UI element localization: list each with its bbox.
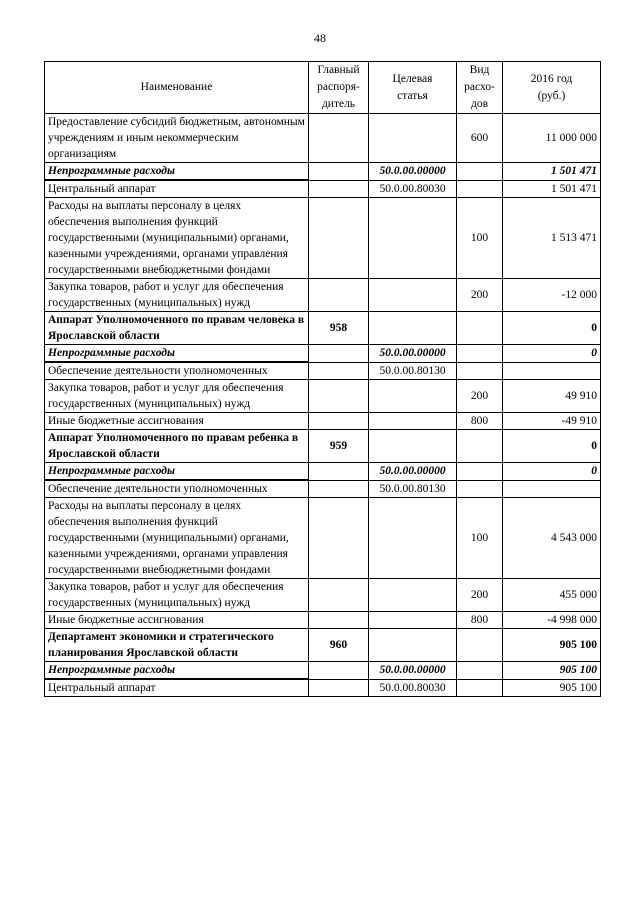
table-row	[45, 413, 601, 430]
table-row	[45, 463, 601, 481]
cell-name: Обеспечение деятельности уполномоченных	[45, 480, 309, 498]
cell-target	[369, 430, 457, 463]
cell-admin	[309, 579, 369, 612]
table-row	[45, 498, 601, 579]
cell-type	[457, 662, 503, 680]
cell-name: Обеспечение деятельности уполномоченных	[45, 362, 309, 380]
cell-type: 200	[457, 380, 503, 413]
cell-target: 50.0.00.80130	[369, 362, 457, 380]
cell-name: Непрограммные расходы	[45, 345, 309, 363]
header-admin: Главный распоря- дитель	[309, 62, 369, 114]
cell-admin	[309, 279, 369, 312]
cell-name: Иные бюджетные ассигнования	[45, 413, 309, 430]
cell-type: 100	[457, 198, 503, 279]
cell-admin	[309, 498, 369, 579]
cell-type	[457, 430, 503, 463]
table-body	[45, 114, 601, 697]
table-row	[45, 662, 601, 680]
cell-name: Непрограммные расходы	[45, 463, 309, 481]
cell-amount: 49 910	[503, 380, 601, 413]
cell-amount: 0	[503, 430, 601, 463]
cell-admin: 958	[309, 312, 369, 345]
cell-target	[369, 498, 457, 579]
table-row	[45, 279, 601, 312]
table-row	[45, 629, 601, 662]
cell-admin: 959	[309, 430, 369, 463]
cell-target	[369, 380, 457, 413]
table-row	[45, 430, 601, 463]
cell-type	[457, 463, 503, 481]
cell-admin	[309, 380, 369, 413]
cell-name: Аппарат Уполномоченного по правам человека в Ярославской области	[45, 312, 309, 345]
table-row	[45, 163, 601, 181]
cell-amount: 11 000 000	[503, 114, 601, 163]
table-header	[45, 62, 601, 114]
cell-name: Расходы на выплаты персоналу в целях обеспечения выполнения функций государственными (муниципальными) органами, казенными учреждениями, органами управления государственными внебюджетными фондами	[45, 198, 309, 279]
cell-target: 50.0.00.00000	[369, 163, 457, 181]
cell-amount: 905 100	[503, 662, 601, 680]
cell-admin	[309, 198, 369, 279]
cell-target	[369, 612, 457, 629]
cell-type	[457, 180, 503, 198]
cell-type	[457, 362, 503, 380]
cell-admin	[309, 362, 369, 380]
cell-name: Департамент экономики и стратегического планирования Ярославской области	[45, 629, 309, 662]
cell-type	[457, 629, 503, 662]
cell-admin	[309, 345, 369, 363]
table-row	[45, 612, 601, 629]
cell-amount: 4 543 000	[503, 498, 601, 579]
table-row	[45, 480, 601, 498]
cell-amount	[503, 480, 601, 498]
cell-amount: 905 100	[503, 679, 601, 697]
cell-amount: 0	[503, 463, 601, 481]
cell-target: 50.0.00.00000	[369, 662, 457, 680]
cell-name: Непрограммные расходы	[45, 662, 309, 680]
cell-admin	[309, 413, 369, 430]
cell-amount: 455 000	[503, 579, 601, 612]
cell-target	[369, 579, 457, 612]
cell-name: Закупка товаров, работ и услуг для обеспечения государственных (муниципальных) нужд	[45, 279, 309, 312]
header-amount: 2016 год (руб.)	[503, 62, 601, 114]
cell-target: 50.0.00.80030	[369, 679, 457, 697]
cell-target: 50.0.00.80030	[369, 180, 457, 198]
cell-name: Закупка товаров, работ и услуг для обеспечения государственных (муниципальных) нужд	[45, 579, 309, 612]
cell-target	[369, 413, 457, 430]
cell-amount: 905 100	[503, 629, 601, 662]
header-target: Целевая статья	[369, 62, 457, 114]
header-name: Наименование	[45, 62, 309, 114]
table-row	[45, 114, 601, 163]
cell-type: 200	[457, 579, 503, 612]
cell-type	[457, 345, 503, 363]
page-number: 48	[314, 31, 326, 45]
cell-admin	[309, 463, 369, 481]
cell-target	[369, 629, 457, 662]
cell-type	[457, 163, 503, 181]
cell-amount: -4 998 000	[503, 612, 601, 629]
table-row	[45, 380, 601, 413]
cell-amount: 0	[503, 345, 601, 363]
cell-admin	[309, 662, 369, 680]
cell-amount: 1 513 471	[503, 198, 601, 279]
cell-admin	[309, 679, 369, 697]
cell-type: 800	[457, 413, 503, 430]
cell-amount: 1 501 471	[503, 180, 601, 198]
table-row	[45, 579, 601, 612]
cell-name: Непрограммные расходы	[45, 163, 309, 181]
table-row	[45, 679, 601, 697]
cell-admin: 960	[309, 629, 369, 662]
cell-name: Центральный аппарат	[45, 679, 309, 697]
cell-target	[369, 312, 457, 345]
table-row	[45, 362, 601, 380]
cell-type: 800	[457, 612, 503, 629]
budget-table	[44, 61, 601, 697]
cell-name: Иные бюджетные ассигнования	[45, 612, 309, 629]
cell-name: Центральный аппарат	[45, 180, 309, 198]
cell-name: Расходы на выплаты персоналу в целях обеспечения выполнения функций государственными (муниципальными) органами, казенными учреждениями, органами управления государственными внебюджетными фондами	[45, 498, 309, 579]
header-type: Вид расхо- дов	[457, 62, 503, 114]
table-row	[45, 312, 601, 345]
cell-type: 100	[457, 498, 503, 579]
cell-amount	[503, 362, 601, 380]
cell-admin	[309, 480, 369, 498]
cell-target: 50.0.00.00000	[369, 345, 457, 363]
cell-target	[369, 198, 457, 279]
cell-target: 50.0.00.00000	[369, 463, 457, 481]
cell-target: 50.0.00.80130	[369, 480, 457, 498]
cell-admin	[309, 612, 369, 629]
table-row	[45, 345, 601, 363]
table-row	[45, 198, 601, 279]
cell-admin	[309, 163, 369, 181]
cell-amount: 0	[503, 312, 601, 345]
cell-name: Аппарат Уполномоченного по правам ребенка в Ярославской области	[45, 430, 309, 463]
cell-type	[457, 679, 503, 697]
cell-type: 200	[457, 279, 503, 312]
cell-amount: -49 910	[503, 413, 601, 430]
cell-type	[457, 480, 503, 498]
cell-type	[457, 312, 503, 345]
cell-amount: 1 501 471	[503, 163, 601, 181]
cell-target	[369, 114, 457, 163]
cell-name: Закупка товаров, работ и услуг для обеспечения государственных (муниципальных) нужд	[45, 380, 309, 413]
cell-target	[369, 279, 457, 312]
cell-amount: -12 000	[503, 279, 601, 312]
cell-admin	[309, 180, 369, 198]
table-row	[45, 180, 601, 198]
cell-name: Предоставление субсидий бюджетным, автономным учреждениям и иным некоммерческим организациям	[45, 114, 309, 163]
cell-type: 600	[457, 114, 503, 163]
cell-admin	[309, 114, 369, 163]
